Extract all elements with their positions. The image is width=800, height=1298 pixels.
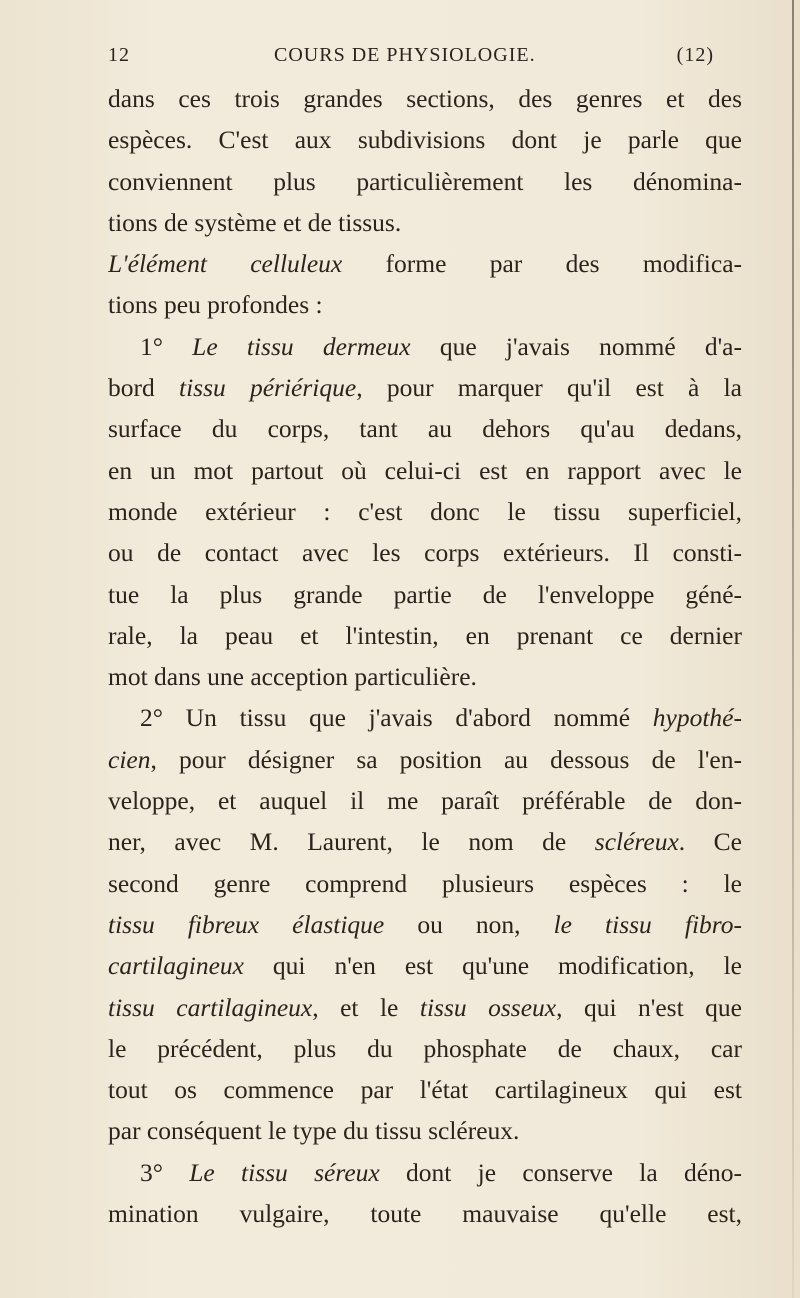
text-line: conviennent plus particulièrement les dénomina- bbox=[108, 166, 742, 196]
marginal-note: (12) bbox=[676, 44, 714, 66]
text-line: le précédent, plus du phosphate de chaux, car bbox=[108, 1033, 742, 1063]
text-line: tions de système et de tissus. bbox=[108, 207, 402, 237]
text-line: ou de contact avec les corps extérieurs. Il consti- bbox=[108, 538, 742, 568]
term-italic: le tissu fibro- bbox=[553, 909, 742, 939]
term-italic: hypothé- bbox=[652, 703, 742, 733]
text-line: rale, la peau et l'intestin, en prenant ce dernier bbox=[108, 620, 742, 650]
text-line: 2° Un tissu que j'avais d'abord nommé hypothé- bbox=[140, 703, 742, 733]
text-line: tissu fibreux élastique ou non, le tissu fibro- bbox=[108, 909, 742, 939]
term-italic: scléreux bbox=[594, 827, 679, 857]
term-italic: tissu osseux bbox=[419, 992, 557, 1022]
running-title: COURS DE PHYSIOLOGIE. bbox=[274, 44, 536, 66]
text-line: mination vulgaire, toute mauvaise qu'elle est, bbox=[108, 1199, 742, 1229]
text-line: tions peu profondes : bbox=[108, 290, 323, 320]
text-line: 1° Le tissu dermeux que j'avais nommé d'a- bbox=[140, 331, 742, 361]
term-italic: Le tissu séreux bbox=[189, 1157, 380, 1187]
text-line: veloppe, et auquel il me paraît préférable de don- bbox=[108, 786, 742, 816]
text-line: bord tissu périérique, pour marquer qu'il est à la bbox=[108, 373, 742, 403]
term-italic: tissu cartilagineux bbox=[108, 992, 313, 1022]
text-line: surface du corps, tant au dehors qu'au dedans, bbox=[108, 414, 742, 444]
text-line: L'élément celluleux forme par des modifica- bbox=[108, 249, 742, 279]
text-line: dans ces trois grandes sections, des genres et des bbox=[108, 84, 742, 113]
text-line: espèces. C'est aux subdivisions dont je parle que bbox=[108, 125, 742, 155]
text-line: tout os commence par l'état cartilagineux qui est bbox=[108, 1075, 742, 1105]
term-italic: cartilagineux bbox=[108, 951, 244, 981]
term-italic: tissu fibreux élastique bbox=[108, 909, 385, 939]
term-italic: L'élément celluleux bbox=[108, 249, 343, 279]
page-number: 12 bbox=[108, 44, 130, 66]
page-edge-shadow bbox=[792, 0, 794, 1298]
text-line: 3° Le tissu séreux dont je conserve la déno- bbox=[140, 1157, 742, 1187]
text-line: par conséquent le type du tissu scléreux. bbox=[108, 1116, 520, 1146]
text-body bbox=[108, 78, 742, 1234]
text-line: mot dans une acception particulière. bbox=[108, 662, 477, 692]
text-line: ner, avec M. Laurent, le nom de scléreux. Ce bbox=[108, 827, 742, 857]
text-line: cien, pour désigner sa position au dessous de l'en- bbox=[108, 744, 742, 774]
text-line: second genre comprend plusieurs espèces : le bbox=[108, 868, 742, 898]
term-italic: Le tissu dermeux bbox=[192, 331, 411, 361]
text-line: tue la plus grande partie de l'enveloppe géné- bbox=[108, 579, 742, 609]
term-italic: cien bbox=[108, 744, 151, 774]
text-line: tissu cartilagineux, et le tissu osseux, qui n'est que bbox=[108, 992, 742, 1022]
text-line: cartilagineux qui n'en est qu'une modification, le bbox=[108, 951, 742, 981]
term-italic: tissu périérique bbox=[178, 373, 357, 403]
text-line: en un mot partout où celui-ci est en rapport avec le bbox=[108, 455, 742, 485]
text-line: monde extérieur : c'est donc le tissu superficiel, bbox=[108, 496, 742, 526]
running-header bbox=[108, 44, 714, 78]
